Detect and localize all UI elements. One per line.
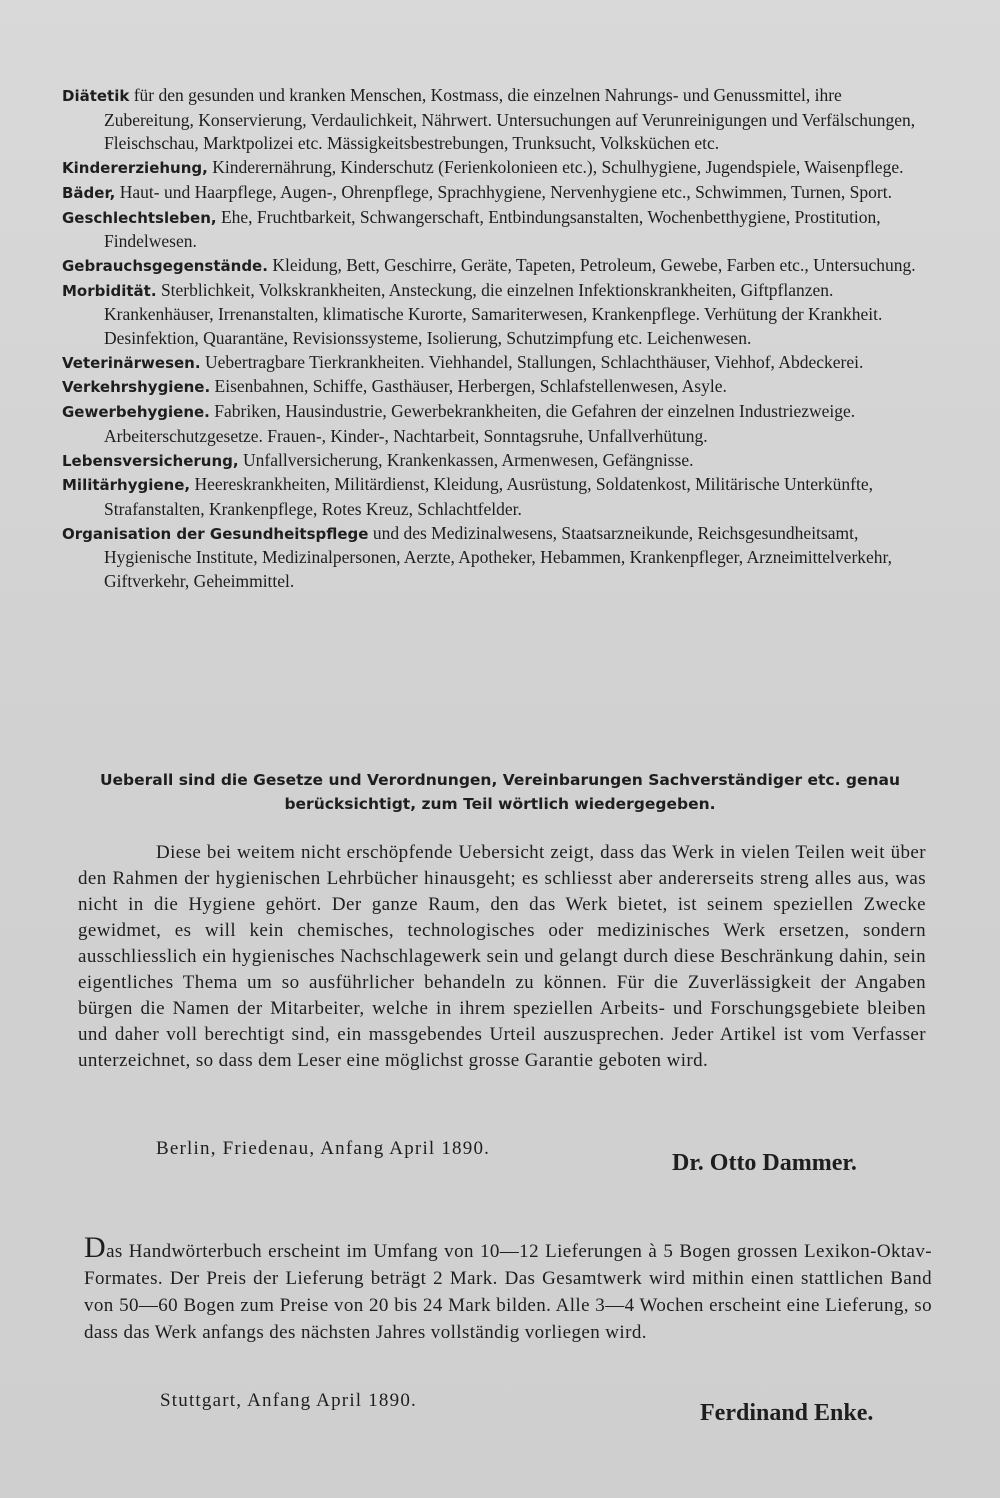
topic-keyword: Veterinärwesen. [62,353,201,372]
topic-keyword: Verkehrshygiene. [62,378,211,397]
topic-entry [62,156,922,181]
overview-paragraph: Diese bei weitem nicht erschöpfende Uebersicht zeigt, dass das Werk in vielen Teilen weit über den Rahmen der hygienischen Lehrbücher hinausgeht; es schliesst aber andererseits streng alles aus, was nicht in die Hygiene gehört. Der ganze Raum, den das Werk bietet, ist seinem speziellen Zwecke gewidmet, es will kein chemisches, technologisches oder medizinisches Werk ersetzen, sondern ausschliesslich ein hygienisches Nachschlagewerk sein und gelangt durch diese Beschränkung dahin, sein eigentliches Thema um so ausführlicher behandeln zu können. Für die Zuverlässigkeit der Angaben bürgen die Namen der Mitarbeiter, welche in ihrem speziellen Arbeits- und Forschungsgebiete bleiben und daher voll berechtigt sind, ein massgebendes Urteil auszusprechen. Jeder Artikel ist vom Verfasser unterzeichnet, so dass dem Leser eine möglichst grosse Garantie geboten wird. [78,842,926,1071]
topic-entry [62,206,922,254]
topic-text: Ehe, Fruchtbarkeit, Schwangerschaft, Entbindungsanstalten, Wochenbetthygiene, Prostitution, Findelwesen. [104,206,881,252]
signature-author: Dr. Otto Dammer. [672,1150,857,1176]
topic-entry [62,279,922,351]
topic-keyword: Militärhygiene, [62,476,191,495]
topic-text: Kinderernährung, Kinderschutz (Ferienkolonieen etc.), Schulhygiene, Jugendspiele, Waisenpflege. [207,157,904,178]
dateline-berlin: Berlin, Friedenau, Anfang April 1890. [156,1138,491,1159]
dateline-stuttgart: Stuttgart, Anfang April 1890. [160,1390,417,1411]
topic-keyword: Gewerbehygiene. [62,403,210,422]
topic-text: Kleidung, Bett, Geschirre, Geräte, Tapeten, Petroleum, Gewebe, Farben etc., Untersuchung. [267,254,916,275]
topic-entry [62,84,922,156]
topic-keyword: Gebrauchsgegenstände. [62,256,268,275]
topic-text: Eisenbahnen, Schiffe, Gasthäuser, Herbergen, Schlafstellenwesen, Asyle. [210,376,727,397]
topic-entry [62,473,922,521]
topic-keyword: Geschlechtsleben, [62,208,217,227]
topic-entry [62,254,922,279]
topic-text: und des Medizinalwesens, Staatsarzneikunde, Reichsgesundheitsamt, Hygienische Institute, Medizinalpersonen, Aerzte, Apotheker, Hebammen, Krankenpfleger, Arzneimittelverkehr, Giftverkehr, Geheimmittel. [104,522,893,592]
topic-entry [62,351,922,376]
topic-keyword: Lebensversicherung, [62,451,239,470]
topic-list [62,84,922,594]
topic-text: Haut- und Haarpflege, Augen-, Ohrenpflege, Sprachhygiene, Nervenhygiene etc., Schwimmen, Turnen, Sport. [115,181,892,202]
topic-keyword: Bäder, [62,183,116,202]
topic-entry [62,522,922,594]
publication-paragraph [84,1231,932,1346]
publication-text: as Handwörterbuch erscheint im Umfang von 10—12 Lieferungen à 5 Bogen grossen Lexikon-Oktav-Formates. Der Preis der Lieferung beträgt 2 Mark. Das Gesamtwerk wird mithin einen stattlichen Band von 50—60 Bogen zum Preise von 20 bis 24 Mark bilden. Alle 3—4 Wochen erscheint eine Lieferung, so dass das Werk anfangs des nächsten Jahres vollständig vorliegen wird. [84,1241,932,1343]
topic-keyword: Diätetik [62,87,130,105]
topic-text: Sterblichkeit, Volkskrankheiten, Ansteckung, die einzelnen Infektionskrankheiten, Giftpflanzen. Krankenhäuser, Irrenanstalten, klimatische Kurorte, Samariterwesen, Krankenpflege. Verhütung der Krankheit. Desinfektion, Quarantäne, Revisionssysteme, Isolierung, Schutzimpfung etc. Leichenwesen. [104,279,883,349]
legal-note-line-2: berücksichtigt, zum Teil wörtlich wiedergegeben. [284,795,716,813]
topic-text: Unfallversicherung, Krankenkassen, Armenwesen, Gefängnisse. [238,449,694,470]
topic-keyword: Organisation der Gesundheitspflege [62,524,369,543]
topic-text: Uebertragbare Tierkrankheiten. Viehhandel, Stallungen, Schlachthäuser, Viehhof, Abdeckerei. [200,351,864,372]
topic-text: Heereskrankheiten, Militärdienst, Kleidung, Ausrüstung, Soldatenkost, Militärische Unterkünfte, Strafanstalten, Krankenpflege, Rotes Kreuz, Schlachtfelder. [104,474,873,519]
legal-note-line-1: Ueberall sind die Gesetze und Verordnungen, Vereinbarungen Sachverständiger etc. genau [99,771,901,789]
drop-cap: D [84,1231,107,1264]
topic-text: für den gesunden und kranken Menschen, Kostmass, die einzelnen Nahrungs- und Genussmittel, ihre Zubereitung, Konservierung, Verdaulichkeit, Nährwert. Untersuchungen auf Verunreinigungen und Verfälschungen, Fleischschau, Marktpolizei etc. Mässigkeitsbestrebungen, Trunksucht, Volksküchen etc. [104,85,916,154]
topic-entry [62,449,922,474]
topic-text: Fabriken, Hausindustrie, Gewerbekrankheiten, die Gefahren der einzelnen Industriezweige. Arbeiterschutzgesetze. Frauen-, Kinder-, Nachtarbeit, Sonntagsruhe, Unfallverhütung. [104,401,856,446]
topic-entry [62,375,922,400]
topic-entry [62,400,922,448]
legal-note [72,768,928,816]
topic-keyword: Kindererziehung, [62,159,208,178]
topic-keyword: Morbidität. [62,281,157,300]
topic-entry [62,181,922,206]
signature-publisher: Ferdinand Enke. [700,1400,874,1426]
